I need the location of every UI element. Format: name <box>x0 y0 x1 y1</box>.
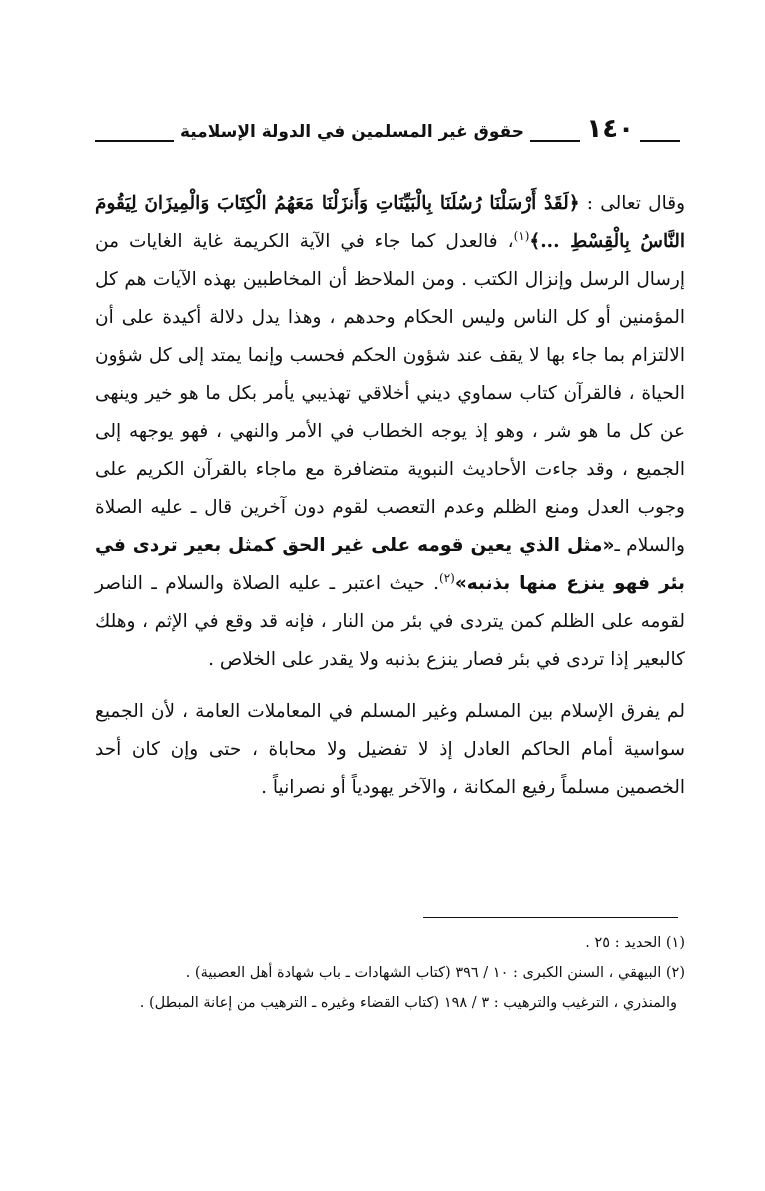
footnote-2: (٢) البيهقي ، السنن الكبرى : ١٠ / ٣٩٦ (كتاب الشهادات ـ باب شهادة أهل العصبية) . <box>185 965 685 981</box>
paragraph-2: لم يفرق الإسلام بين المسلم وغير المسلم في المعاملات العامة ، لأن الجميع سواسية أمام الحاكم العادل إذ لا تفضيل ولا محاباة ، حتى وإن كان أحد الخصمين مسلماً رفيع المكانة ، والآخر يهودياً أو نصرانياً . <box>95 701 685 798</box>
running-head: حقوق غير المسلمين في الدولة الإسلامية <box>174 120 530 144</box>
main-text <box>95 185 685 807</box>
paragraph-text: ، فالعدل كما جاء في الآية الكريمة غاية الغايات من إرسال الرسل وإنزال الكتب . ومن الملاحظ أن المخاطبين بهذه الآيات هم كل المؤمنين أو كل الناس وليس الحكام وحدهم ، وهذا يدل دلالة أكيدة على أن الالتزام بما جاء بها لا يقف عند شؤون الحكم فحسب وإنما يمتد إلى كل شؤون الحياة ، فالقرآن كتاب سماوي ديني أخلاقي تهذيبي يأمر بكل ما هو خير وينهى عن كل ما هو شر ، وهو إذ يوجه الخطاب في الأمر والنهي ، فهو يوجهه إلى الجميع ، وقد جاءت الأحاديث النبوية متضافرة مع ماجاء بالقرآن الكريم على وجوب العدل ومنع الظلم وعدم التعصب لقوم دون آخرين قال ـ عليه الصلاة والسلام ـ <box>95 231 685 556</box>
page-header <box>95 114 680 148</box>
footnote-ref-1[interactable]: (١) <box>513 228 530 243</box>
page-number: ١٤٠ <box>580 114 640 144</box>
footnote-2-continued: والمنذري ، الترغيب والترهيب : ٣ / ١٩٨ (كتاب القضاء وغيره ـ الترهيب من إعانة المبطل) . <box>139 995 677 1011</box>
paragraph-1 <box>95 185 685 679</box>
footnotes <box>95 928 685 1018</box>
quran-verse: ﴿لَقَدْ أَرْسَلْنَا رُسُلَنَا بِالْبَيِّنَاتِ وَأَنزَلْنَا مَعَهُمُ الْكِتَابَ وَالْمِيزَانَ لِيَقُومَ النَّاسُ بِالْقِسْطِ ...﴾ <box>95 193 686 252</box>
intro-text: وقال تعالى : <box>579 193 686 214</box>
footnote-rule <box>423 917 678 918</box>
footnote-ref-2[interactable]: (٢) <box>439 570 455 585</box>
paragraph-end: . حيث اعتبر ـ عليه الصلاة والسلام ـ الناصر لقومه على الظلم كمن يتردى في بئر من النار ، فإنه قد وقع في الإثم ، وهلك كالبعير إذا تردى في بئر فصار ينزع بذنبه ولا يقدر على الخلاص . <box>95 573 685 670</box>
footnote-1: (١) الحديد : ٢٥ . <box>585 935 685 951</box>
hadith-quote: «مثل الذي يعين قومه على غير الحق كمثل بعير تردى في بئر فهو ينزع منها بذنبه» <box>95 535 685 594</box>
